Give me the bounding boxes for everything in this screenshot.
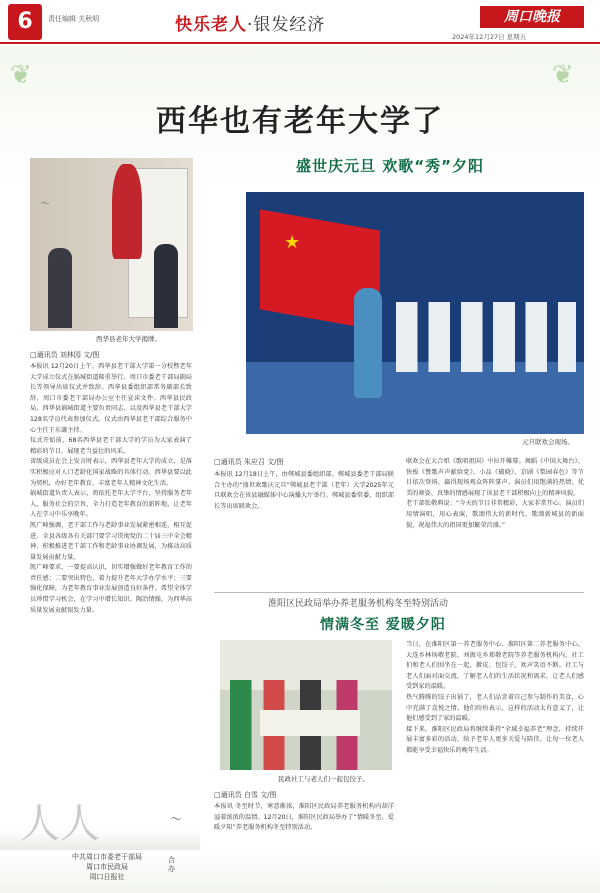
- photo-caption: 元旦联欢会现场。: [522, 438, 574, 446]
- article-body: [406, 457, 584, 587]
- leaf-decoration-icon: ❦: [552, 60, 574, 90]
- sponsor-list: [62, 852, 152, 882]
- stage-floor: [246, 362, 584, 434]
- page-header: [0, 0, 600, 44]
- editor-credit: 责任编辑 关秋明: [48, 15, 100, 23]
- table: [260, 710, 360, 736]
- paragraph: 仪式开始前，68名西华县老干部大学的学员为大家表演了精彩的节目，展现老当益壮的风采。: [30, 437, 192, 455]
- calligraphy-decoration-icon: 人人: [20, 801, 100, 847]
- sponsor: 中共周口市委老干部局: [72, 853, 142, 861]
- person-figure: [48, 248, 72, 328]
- bird-icon: 〜: [40, 199, 50, 210]
- page-number: 6: [8, 4, 42, 40]
- bird-icon: 〜: [170, 812, 183, 826]
- red-cloth: [112, 164, 142, 259]
- column-name-main: 快乐老人: [175, 15, 247, 35]
- article-body: [30, 362, 192, 742]
- paragraph: 老干部张敬典说：“今天的节目非常精彩，大家非常开心。演员们用情演唱、用心表演，歌颂伟大的新时代、歌颂新城县的新面貌，祝福伟大的祖国更加繁荣昌盛。”: [406, 500, 584, 529]
- section-divider: [214, 592, 584, 593]
- paragraph: 本报讯 12月18日上午，由郸城县委组织部、郸城县委老干部局联合主办的“盛世欢歌庆元旦”郸城县老干部（老年）大学2025年元旦联欢会在该县融媒体中心演播大厅举行。郸城县委常委、组织部长等出席联欢会。: [214, 471, 394, 510]
- cooperation-label: 合办: [168, 856, 175, 873]
- performer-figure: [354, 288, 382, 398]
- photo-caption: 民政社工与老人们一起包饺子。: [278, 775, 369, 783]
- main-title: 西华也有老年大学了: [156, 104, 444, 139]
- article-body: [406, 640, 584, 865]
- unveiling-photo: [30, 158, 193, 331]
- leaf-decoration-icon: ❦: [10, 60, 32, 90]
- paragraph: 接下来，淮阳区民政局将继续秉持“全域幸福养老”理念，持续开展丰富多彩的活动，给予老年人更多关爱与陪伴，让每一位老人都能享受幸福快乐的晚年生活。: [406, 725, 584, 754]
- newspaper-brand: 周口晚报: [480, 6, 584, 28]
- column-name: [175, 10, 325, 35]
- issue-date: 2024年12月27日 星期五: [452, 33, 527, 41]
- star-icon: ★: [284, 232, 301, 253]
- paragraph: 联欢会在大合唱《歌唱祖国》中拉开帷幕。舞蹈《中国大舞台》、快板《赞歌声声献给党》、小品《破晓》、京剧《梨园春色》等节目依次登场，赢得现场观众阵阵掌声。演员们用饱满的热情、优美的舞姿、真挚的情感展现了该县老干部积极向上的精神风貌。: [406, 458, 584, 497]
- photo-caption: 西华县老年大学揭牌。: [96, 335, 161, 343]
- article-kicker: 淮阳区民政局举办养老服务机构冬至特别活动: [268, 599, 449, 609]
- sub-title: 盛世庆元旦 欢歌“秀”夕阳: [296, 157, 484, 175]
- paragraph: 省级成员在会上发言时表示，西华县老年大学的成立，是落实积极应对人口老龄化国家战略的具体行动。西华县要以此为契机，办好老年教育，丰富老年人精神文化生活。: [30, 458, 192, 487]
- paragraph: 凯广峰强调，老干部工作与老龄事业发展紧密相连，相互促进。全县各级各有关部门要学习贯彻党的二十届三中全会精神，积极推进老干部工作和老龄事业协调发展，为推动高质量发展贡献力量。: [30, 521, 192, 561]
- paragraph: 本报讯 冬至时节，寒意渐浓，淮阳区民政局养老服务机构内却洋溢着浓浓的温情。12月20日，淮阳区民政局举办了“情暖冬至，爱暖夕阳”养老服务机构冬至特别活动。: [214, 803, 394, 832]
- person-figure: [154, 244, 178, 328]
- paragraph: 热气腾腾的饺子出锅了，老人们品尝着自己参与制作的美食，心中充满了喜悦之情。他们纷纷表示，这样的活动太有意义了，让他们感受到了家的温暖。: [406, 693, 584, 723]
- article-title: 情满冬至 爱暖夕阳: [320, 617, 446, 633]
- sponsor: 周口日报社: [89, 873, 125, 881]
- sponsor: 周口市民政局: [86, 863, 128, 871]
- dumpling-photo: [220, 640, 392, 770]
- paragraph: 凯广峰要求，一要提高认识，切实增强做好老年教育工作的责任感；二要突出特色，着力提升老年大学办学水平；三要强化保障，为老年教育事业发展创造良好条件。希望全体学员珍惜学习机会，在学习中增长知识、陶冶情操，为西华高质量发展贡献银发力量。: [30, 564, 192, 614]
- performance-photo: [246, 192, 584, 434]
- paragraph: 当日，在淮阳区第一养老服务中心、淮阳区第二养老服务中心、大连乡林场敬老院、刘振屯乡郑敬老院等养老服务机构内，社工们和老人们围坐在一起，擀皮、包饺子，欢声笑语不断。社工与老人们面对面交流，了解老人们的生活状况和需求，让老人们感受到家的温暖。: [406, 641, 584, 691]
- paragraph: 本报讯 12月20日上午，西华县老干部大学第一分校暨老年大学成立仪式在娲城街道隆重举行。周口市委老干部局副局长等领导出席仪式并致辞。西华县委组织部常务副部长致辞，周口市委老干部局办公室主任宣读文件。西华县民政局、西华县娲城街道主要负责同志，以及西华县老干部大学128名学员代表参加仪式。仪式由西华县老干部综合服务中心主任王东谦主持。: [30, 363, 192, 434]
- paragraph: 娲城街道负责人表示，将依托老年大学平台，坚持服务老年人、服务社会的宗旨，全力打造老年教育的新阵地，让老年人在学习中乐享晚年。: [30, 490, 192, 519]
- article-body: [214, 802, 394, 842]
- byline: □通讯员 白雪 文/图: [214, 791, 277, 799]
- byline: □通讯员 刘林园 文/图: [30, 351, 100, 359]
- dancers-group: [396, 302, 576, 372]
- byline: □通讯员 朱应召 文/图: [214, 458, 284, 466]
- article-body: [214, 470, 394, 590]
- column-name-sub: ·银发经济: [247, 15, 326, 35]
